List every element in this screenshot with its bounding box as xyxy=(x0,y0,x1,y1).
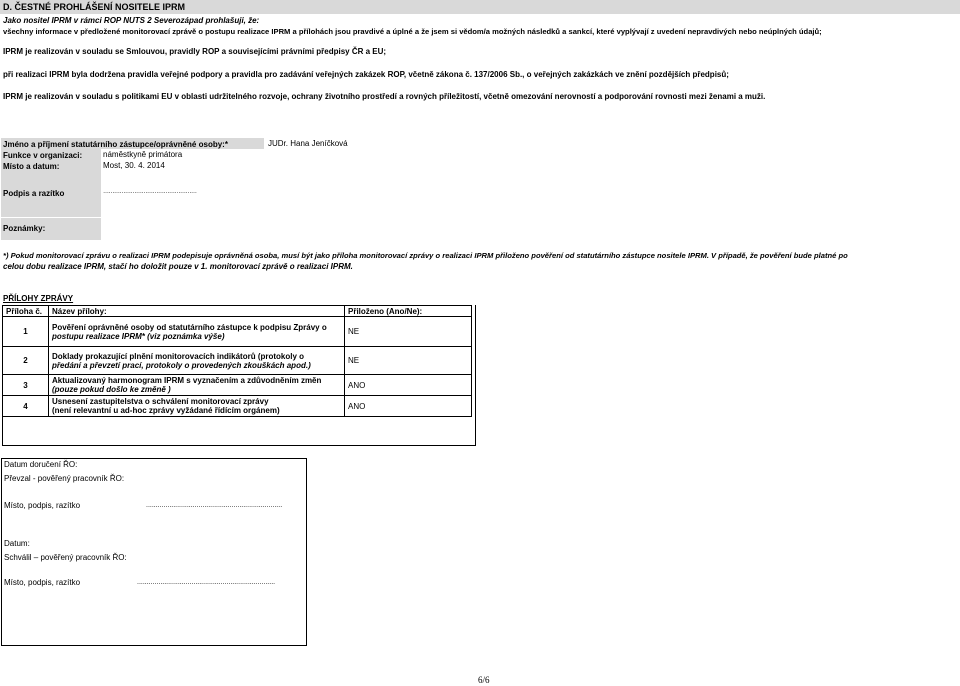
declaration-line-4: IPRM je realizován v souladu s politikami EU v oblasti udržitelného rozvoje, ochrany životního prostředí a rovných příležitostí, včetně omezování nerovností a podporování rovnosti mezi ženami a muži. xyxy=(3,92,766,101)
col-header-name: Název přílohy: xyxy=(49,306,345,317)
declaration-line-2: IPRM je realizován v souladu se Smlouvou, pravidly ROP a souvisejícími právními předpisy ČR a EU; xyxy=(3,47,387,56)
attachment-name-line-1: Usnesení zastupitelstva o schválení monitorovací zprávy xyxy=(52,397,269,406)
attachment-attached-value: ANO xyxy=(345,396,472,417)
attachment-name-line-1: Pověření oprávněné osoby od statutárního zástupce k podpisu Zprávy o xyxy=(52,322,327,332)
page-number: 6/6 xyxy=(478,675,490,685)
signature-line: …………………………………………… xyxy=(103,189,197,195)
intake-signature-line-2: ....................................................................... xyxy=(137,579,276,586)
attachment-number: 4 xyxy=(3,396,49,417)
attachment-number: 3 xyxy=(3,375,49,396)
attachment-attached-value: ANO xyxy=(345,375,472,396)
attachment-number: 1 xyxy=(3,317,49,347)
attachment-name-line-2: (pouze pokud došlo ke změně ) xyxy=(52,385,171,394)
declaration-line-3: při realizaci IPRM byla dodržena pravidla veřejné podpory a pravidla pro zadávání veřejných zakázek ROP, včetně zákona č. 137/2006 Sb., o veřejných zakázkách ve znění pozdějších předpisů; xyxy=(3,70,729,79)
intake-place-sign-label-1: Místo, podpis, razítko xyxy=(4,501,81,510)
signatory-name-label: Jméno a příjmení statutárního zástupce/oprávněné osoby:* xyxy=(3,140,228,149)
signatory-label-background xyxy=(1,138,101,217)
attachment-name-line-1: Aktualizovaný harmonogram IPRM s vyznačením a zdůvodněním změn xyxy=(52,376,322,385)
intake-approved-by-label: Schválil – pověřený pracovník ŘO: xyxy=(4,553,127,562)
attachments-frame xyxy=(2,305,476,446)
attachment-name-line-2: (není relevantní u ad-hoc zprávy vyžádané řídícím orgánem) xyxy=(52,406,280,415)
intake-taken-by-label: Převzal - pověřený pracovník ŘO: xyxy=(4,474,125,483)
intake-box xyxy=(1,458,307,646)
signatory-function-value: náměstkyně primátora xyxy=(103,150,183,159)
signature-label: Podpis a razítko xyxy=(3,189,65,198)
attachment-attached-value: NE xyxy=(345,347,472,375)
declaration-intro: Jako nositel IPRM v rámci ROP NUTS 2 Severozápad prohlašuji, že: xyxy=(3,16,260,25)
section-title: D. ČESTNÉ PROHLÁŠENÍ NOSITELE IPRM xyxy=(3,2,186,12)
attachments-title: PŘÍLOHY ZPRÁVY xyxy=(3,294,74,303)
intake-received-label: Datum doručení ŘO: xyxy=(4,460,78,469)
signatory-place-value: Most, 30. 4. 2014 xyxy=(103,161,165,170)
signatory-function-label: Funkce v organizaci: xyxy=(3,151,83,160)
notes-text-line-2: celou dobu realizace IPRM, stačí ho doložit pouze v 1. monitorovací zprávě o realizaci IPRM. xyxy=(3,262,353,271)
attachment-name-line-1: Doklady prokazující plnění monitorovacích indikátorů (protokoly o xyxy=(52,351,305,361)
attachment-attached-value: NE xyxy=(345,317,472,347)
intake-place-sign-label-2: Místo, podpis, razítko xyxy=(4,578,81,587)
attachment-name-line-2: postupu realizace IPRM* (viz poznámka výše) xyxy=(52,331,225,341)
attachment-name-line-2: předání a převzetí prací, protokoly o provedených zkouškách apod.) xyxy=(52,360,311,370)
intake-date-label: Datum: xyxy=(4,539,30,548)
col-header-attached: Přiloženo (Ano/Ne): xyxy=(345,306,472,317)
signatory-name-value: JUDr. Hana Jeníčková xyxy=(268,139,348,148)
signatory-place-label: Místo a datum: xyxy=(3,162,60,171)
col-header-number: Příloha č. xyxy=(3,306,49,317)
attachment-number: 2 xyxy=(3,347,49,375)
declaration-line-1: všechny informace v předložené monitorovací zprávě o postupu realizace IPRM a přílohách jsou pravdivé a úplné a že jsem si vědom/a možných následků a sankcí, které vyplývají z uvedení nepravdivých nebo neúplných údajů; xyxy=(3,27,822,36)
intake-signature-line-1: ...................................................................... xyxy=(146,502,283,509)
notes-label: Poznámky: xyxy=(3,224,46,233)
notes-text-line-1: *) Pokud monitorovací zprávu o realizaci IPRM podepisuje oprávněná osoba, musí být jako příloha monitorovací zprávy o realizaci IPRM přiloženo pověření od statutárního zástupce nositele IPRM. V případě, že pověření bude platné po xyxy=(3,251,848,260)
